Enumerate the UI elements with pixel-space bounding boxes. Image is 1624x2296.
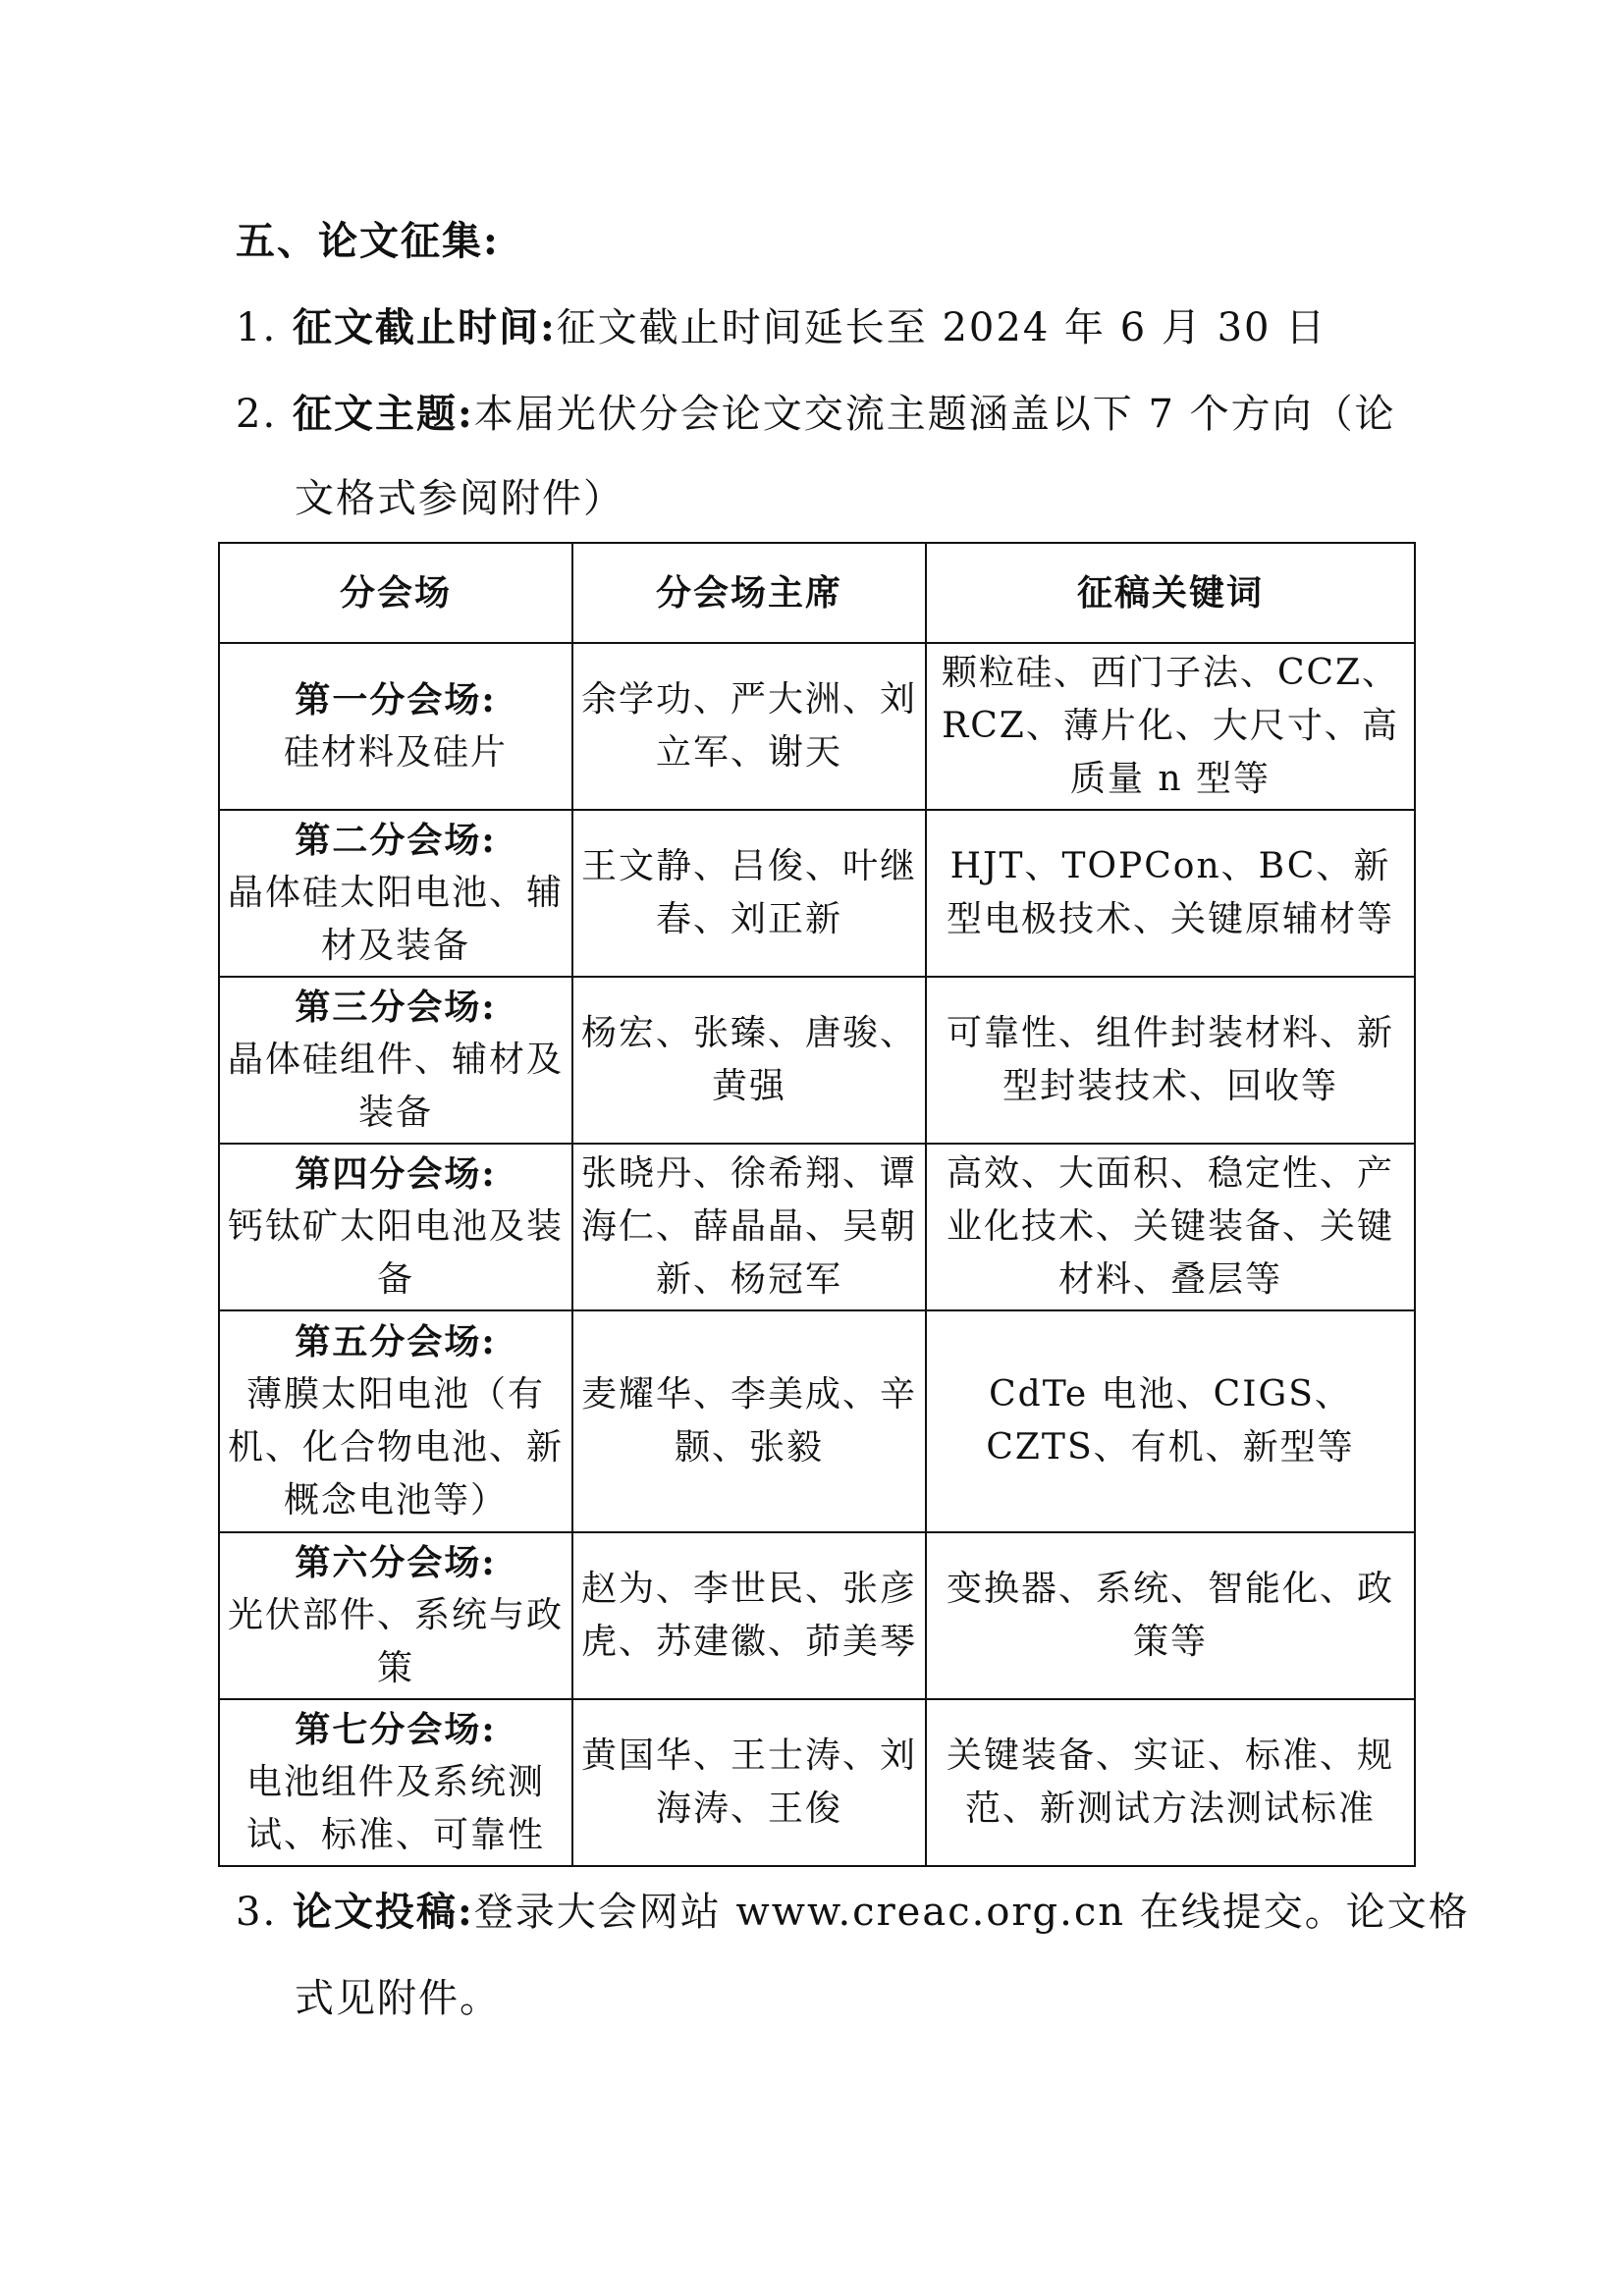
session-topic: 薄膜太阳电池（有机、化合物电池、新概念电池等） (228, 1374, 565, 1521)
chairs-cell: 王文静、吕俊、叶继春、刘正新 (572, 810, 926, 977)
item-number: 3. (236, 1890, 278, 1935)
table-row (219, 810, 1415, 977)
item-text: 本届光伏分会论文交流主题涵盖以下 7 个方向（论 (473, 392, 1396, 437)
item-text: 登录大会网站 www.creac.org.cn 在线提交。论文格 (473, 1890, 1470, 1935)
session-topic: 光伏部件、系统与政策 (228, 1595, 565, 1688)
item-label: 征文主题: (293, 391, 474, 437)
section-heading: 五、论文征集: (236, 218, 500, 264)
table-row (219, 1532, 1415, 1699)
item-topics (236, 387, 1396, 442)
chairs-cell: 麦耀华、李美成、辛颢、张毅 (572, 1310, 926, 1532)
table-row (219, 643, 1415, 810)
header-keywords: 征稿关键词 (926, 543, 1415, 643)
session-name: 第二分会场: (295, 820, 497, 861)
session-cell (219, 1532, 572, 1699)
table-row (219, 1144, 1415, 1310)
item-deadline (236, 300, 1326, 355)
chairs-cell: 黄国华、王士涛、刘海涛、王俊 (572, 1699, 926, 1866)
chairs-cell: 张晓丹、徐希翔、谭海仁、薛晶晶、吴朝新、杨冠军 (572, 1144, 926, 1310)
keywords-cell: HJT、TOPCon、BC、新型电极技术、关键原辅材等 (926, 810, 1415, 977)
header-session: 分会场 (219, 543, 572, 643)
item-number: 1. (236, 305, 278, 350)
session-cell (219, 977, 572, 1144)
item-text: 征文截止时间延长至 2024 年 6 月 30 日 (556, 305, 1327, 350)
table-row (219, 1310, 1415, 1532)
session-cell (219, 643, 572, 810)
session-cell (219, 1144, 572, 1310)
item-label: 论文投稿: (293, 1889, 474, 1935)
session-cell (219, 1310, 572, 1532)
session-topic: 电池组件及系统测试、标准、可靠性 (245, 1762, 545, 1855)
header-chairs: 分会场主席 (572, 543, 926, 643)
session-table (218, 542, 1416, 1867)
session-cell (219, 810, 572, 977)
keywords-cell: 变换器、系统、智能化、政策等 (926, 1532, 1415, 1699)
item-label: 征文截止时间: (293, 304, 557, 350)
session-name: 第五分会场: (295, 1321, 497, 1362)
session-name: 第四分会场: (295, 1153, 497, 1195)
chairs-cell: 赵为、李世民、张彦虎、苏建徽、茆美琴 (572, 1532, 926, 1699)
session-name: 第三分会场: (295, 987, 497, 1028)
session-name: 第一分会场: (295, 679, 497, 721)
item-topics-continued: 文格式参阅附件） (295, 476, 624, 521)
session-name: 第六分会场: (295, 1542, 497, 1583)
item-submission-continued: 式见附件。 (295, 1976, 501, 2021)
keywords-cell: 高效、大面积、稳定性、产业化技术、关键装备、关键材料、叠层等 (926, 1144, 1415, 1310)
session-name: 第七分会场: (295, 1709, 497, 1750)
table-header-row (219, 543, 1415, 643)
chairs-cell: 杨宏、张臻、唐骏、黄强 (572, 977, 926, 1144)
session-topic: 硅材料及硅片 (283, 732, 508, 773)
item-submission (236, 1885, 1470, 1940)
keywords-cell: 可靠性、组件封装材料、新型封装技术、回收等 (926, 977, 1415, 1144)
session-topic: 晶体硅组件、辅材及装备 (228, 1040, 565, 1133)
session-topic: 晶体硅太阳电池、辅材及装备 (228, 873, 565, 966)
table-row (219, 1699, 1415, 1866)
table-row (219, 977, 1415, 1144)
keywords-cell: CdTe 电池、CIGS、CZTS、有机、新型等 (926, 1310, 1415, 1532)
chairs-cell: 余学功、严大洲、刘立军、谢天 (572, 643, 926, 810)
item-number: 2. (236, 392, 278, 437)
session-topic: 钙钛矿太阳电池及装备 (228, 1206, 565, 1300)
keywords-cell: 关键装备、实证、标准、规范、新测试方法测试标准 (926, 1699, 1415, 1866)
keywords-cell: 颗粒硅、西门子法、CCZ、RCZ、薄片化、大尺寸、高质量 n 型等 (926, 643, 1415, 810)
session-cell (219, 1699, 572, 1866)
